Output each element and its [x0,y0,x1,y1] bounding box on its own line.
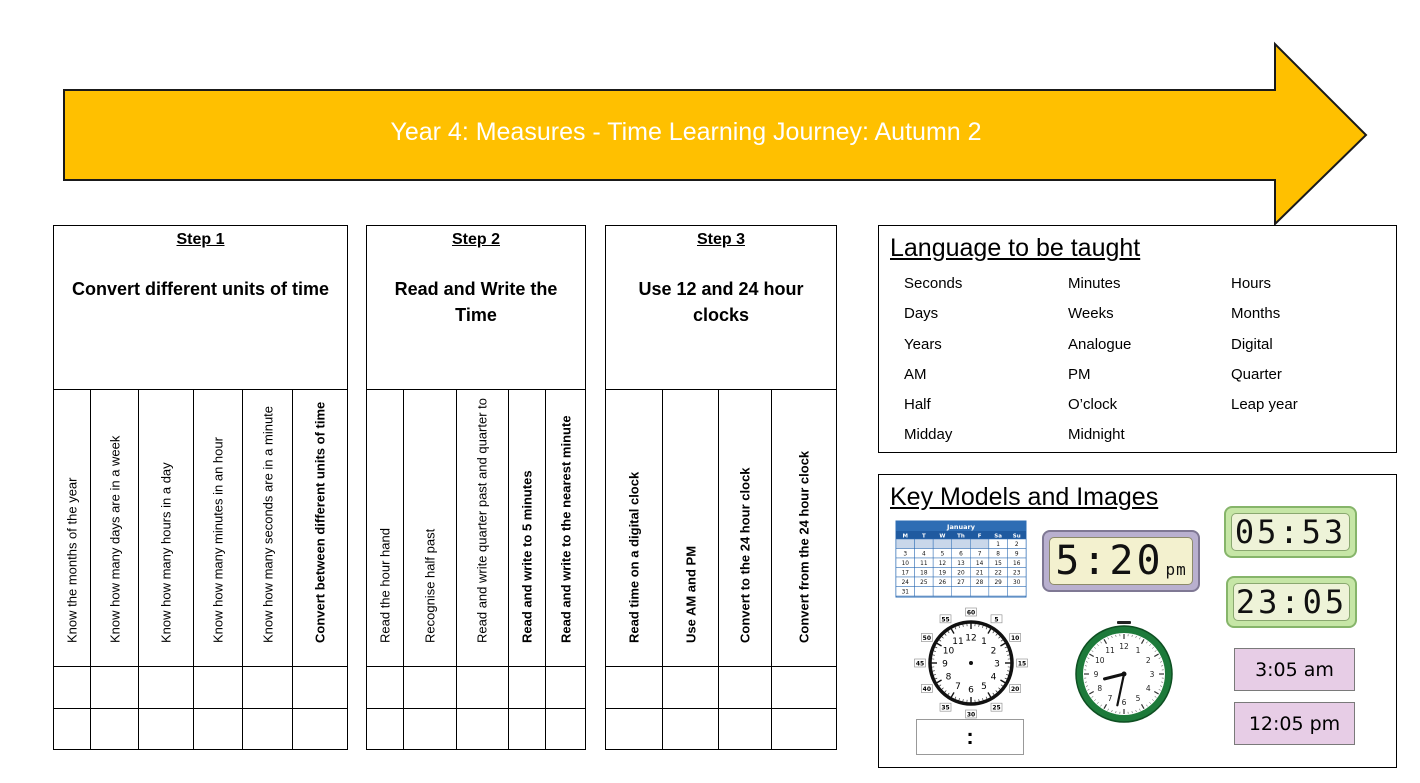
objective-text: Know the months of the year [64,477,80,643]
objective-cell [546,390,585,666]
calendar-date: 17 [901,570,909,577]
calendar-date: 6 [959,551,963,558]
vocab-word: Midnight [1068,426,1125,443]
time-card-pm: 12:05 pm [1234,702,1355,745]
objective-cell [404,390,458,666]
clock-number: 3 [994,659,1000,670]
vocab-word: Midday [904,426,953,443]
objective-text: Read time on a digital clock [626,471,642,643]
vocab-word: Minutes [1068,275,1121,292]
tracking-row [54,667,347,709]
calendar-date: 29 [994,580,1002,586]
lcd-green-2-time: 23:05 [1235,583,1348,621]
objective-cell [194,390,243,666]
clock-number: 7 [955,682,961,693]
language-panel [878,225,1397,453]
objective-text: Know how many hours in a day [158,462,174,643]
calendar-date: 30 [1013,580,1021,586]
objective-text: Read and write quarter past and quarter to [474,398,490,643]
models-panel [878,474,1397,768]
clock-number: 4 [990,672,997,683]
blank-digital-box [916,719,1024,755]
calendar-date: 20 [957,570,965,577]
clock-number: 10 [1094,656,1105,665]
calendar-date: 26 [938,580,947,586]
clock-number: 10 [942,646,955,657]
vocab-word: AM [904,366,927,383]
clock-centre [969,661,973,665]
objective-text: Convert between different units of time [312,401,327,643]
objective-text: Know how many minutes in an hour [210,437,226,643]
vocab-word: Leap year [1231,396,1298,413]
clock-number: 6 [968,685,974,696]
minute-label: 10 [1010,635,1020,642]
calendar-date: 5 [940,551,945,558]
step-2-panel [366,225,586,750]
objective-cell [243,390,293,666]
clock-number: 8 [1097,684,1103,693]
calendar-date: 14 [975,561,984,567]
calendar-image [896,521,1026,597]
step-2-title: Read and Write the Time [394,279,558,325]
vocab-word: Weeks [1068,305,1114,322]
calendar-day-header: Sa [994,533,1002,540]
step-1-title: Convert different units of time [71,279,329,299]
calendar-date: 7 [977,551,982,558]
calendar-day-header: Su [1012,533,1021,540]
step-2-label: Step 2 [451,231,500,248]
calendar-day-header: T [921,533,926,540]
objective-cell [509,390,547,666]
calendar-day-header: Th [957,533,965,540]
objective-text: Read and write to the nearest minute [558,415,574,643]
calendar-date: 15 [994,561,1002,567]
minute-label: 5 [994,616,999,624]
minute-label: 45 [915,660,925,668]
calendar-date: 11 [920,561,928,567]
calendar-date: 18 [920,570,928,577]
clock-number: 12 [1119,642,1129,651]
tracking-row [606,709,836,750]
lcd-time: 5:20 [1055,538,1164,584]
objective-cell [457,390,509,666]
tracking-row [367,667,585,709]
step-2-objectives [367,390,585,667]
minute-label: 50 [922,635,932,642]
objective-cell [54,390,91,666]
title-banner [60,40,1372,230]
minute-label: 60 [966,609,976,617]
calendar-date: 10 [901,561,909,567]
objective-cell [772,390,835,666]
calendar-date: 27 [957,580,965,586]
step-1-objectives [54,390,347,667]
calendar-date: 1 [996,542,1000,548]
vocab-word: Seconds [904,275,963,292]
vocab-word: Half [904,396,931,413]
language-title: Language to be taught [890,234,1141,262]
objective-text: Know how many days are in a week [107,435,122,643]
step-3-tracking-rows [606,667,836,749]
vocab-word: Days [904,305,939,322]
calendar-month: January [947,523,975,531]
objective-cell [367,390,404,666]
tracking-row [367,709,585,750]
calendar-date: 31 [901,589,909,596]
step-2-tracking-rows [367,667,585,749]
objective-cell [606,390,663,666]
objective-cell [91,390,139,666]
analogue-wall-clock [1074,619,1174,723]
minute-label: 40 [922,686,932,693]
tracking-row [54,709,347,750]
vocab-word: O’clock [1068,396,1118,413]
clock-number: 4 [1145,684,1151,693]
calendar-date: 21 [975,570,984,577]
step-3-header [606,226,836,390]
clock-number: 2 [990,646,997,657]
models-title: Key Models and Images [890,483,1159,511]
calendar-date: 19 [938,570,947,577]
objective-text: Use AM and PM [683,545,698,643]
clock-number: 2 [1145,656,1151,665]
minute-label: 20 [1010,686,1020,693]
analogue-clock-minute-marks [911,609,1031,719]
step-3-objectives [606,390,836,667]
clock-number: 6 [1121,698,1127,707]
minute-label: 55 [941,616,950,624]
vocab-word: Digital [1231,336,1273,353]
step-3-title: Use 12 and 24 hour clocks [638,279,804,325]
objective-cell [293,390,346,666]
vocab-word: Quarter [1231,366,1282,383]
clock-number: 5 [981,682,987,693]
lcd-suffix: pm [1165,559,1187,579]
vocab-word: PM [1068,366,1091,383]
clock-number: 1 [1135,645,1141,655]
clock-number: 9 [942,659,948,670]
calendar-date: 2 [1014,542,1019,548]
lcd-green-1-time: 05:53 [1234,513,1347,551]
blank-digital-colon: : [966,724,974,749]
calendar-date: 23 [1013,570,1021,577]
calendar-date: 9 [1014,551,1019,558]
objective-text: Know how many seconds are in a minute [260,405,275,643]
calendar-date: 12 [938,561,947,567]
clock-number: 8 [945,672,952,683]
calendar-day-header: F [977,533,982,540]
vocab-word: Years [904,336,942,353]
calendar-date: 24 [901,580,909,586]
step-3-label: Step 3 [696,231,745,248]
objective-text: Recognise half past [422,528,438,643]
digital-clock-lcd [1042,530,1200,592]
objective-text: Convert to the 24 hour clock [737,467,753,643]
minute-label: 35 [941,704,950,712]
clock-number: 11 [1105,645,1115,655]
clock-centre [1122,672,1127,677]
digital-clock-green-2 [1226,576,1357,628]
objective-text: Convert from the 24 hour clock [796,450,811,643]
step-2-header [367,226,585,390]
clock-number: 12 [965,633,977,644]
calendar-date: 4 [922,551,926,558]
calendar-date: 25 [920,580,928,586]
vocab-word: Analogue [1068,336,1132,353]
calendar-date: 22 [994,570,1002,577]
calendar-date: 13 [957,561,965,567]
objective-text: Read the hour hand [377,528,393,643]
clock-number: 1 [981,636,987,647]
minute-label: 25 [992,704,1001,712]
clock-number: 7 [1107,694,1113,704]
calendar-day-header: W [939,533,946,540]
step-1-panel [53,225,348,750]
banner-title: Year 4: Measures - Time Learning Journey: Autumn 2 [390,118,982,146]
clock-number: 11 [952,636,964,647]
vocab-word: Hours [1231,275,1272,292]
calendar-date: 16 [1013,561,1021,567]
clock-number: 3 [1149,670,1155,679]
step-1-header [54,226,347,390]
minute-label: 15 [1017,660,1027,668]
objective-text: Read and write to 5 minutes [519,470,535,643]
objective-cell [139,390,194,666]
objective-cell [719,390,772,666]
vocab-word: Months [1231,305,1281,322]
minute-label: 30 [966,711,976,719]
time-card-am: 3:05 am [1234,648,1355,691]
tracking-row [606,667,836,709]
step-1-tracking-rows [54,667,347,749]
step-3-panel [605,225,837,750]
calendar-day-header: M [902,533,909,540]
objective-cell [663,390,719,666]
step-1-label: Step 1 [176,231,225,248]
clock-number: 9 [1093,670,1099,679]
digital-clock-green-1 [1224,506,1357,558]
calendar-date: 3 [903,551,908,558]
calendar-date: 28 [975,580,984,586]
calendar-date: 8 [996,551,1000,558]
clock-number: 5 [1135,694,1141,704]
